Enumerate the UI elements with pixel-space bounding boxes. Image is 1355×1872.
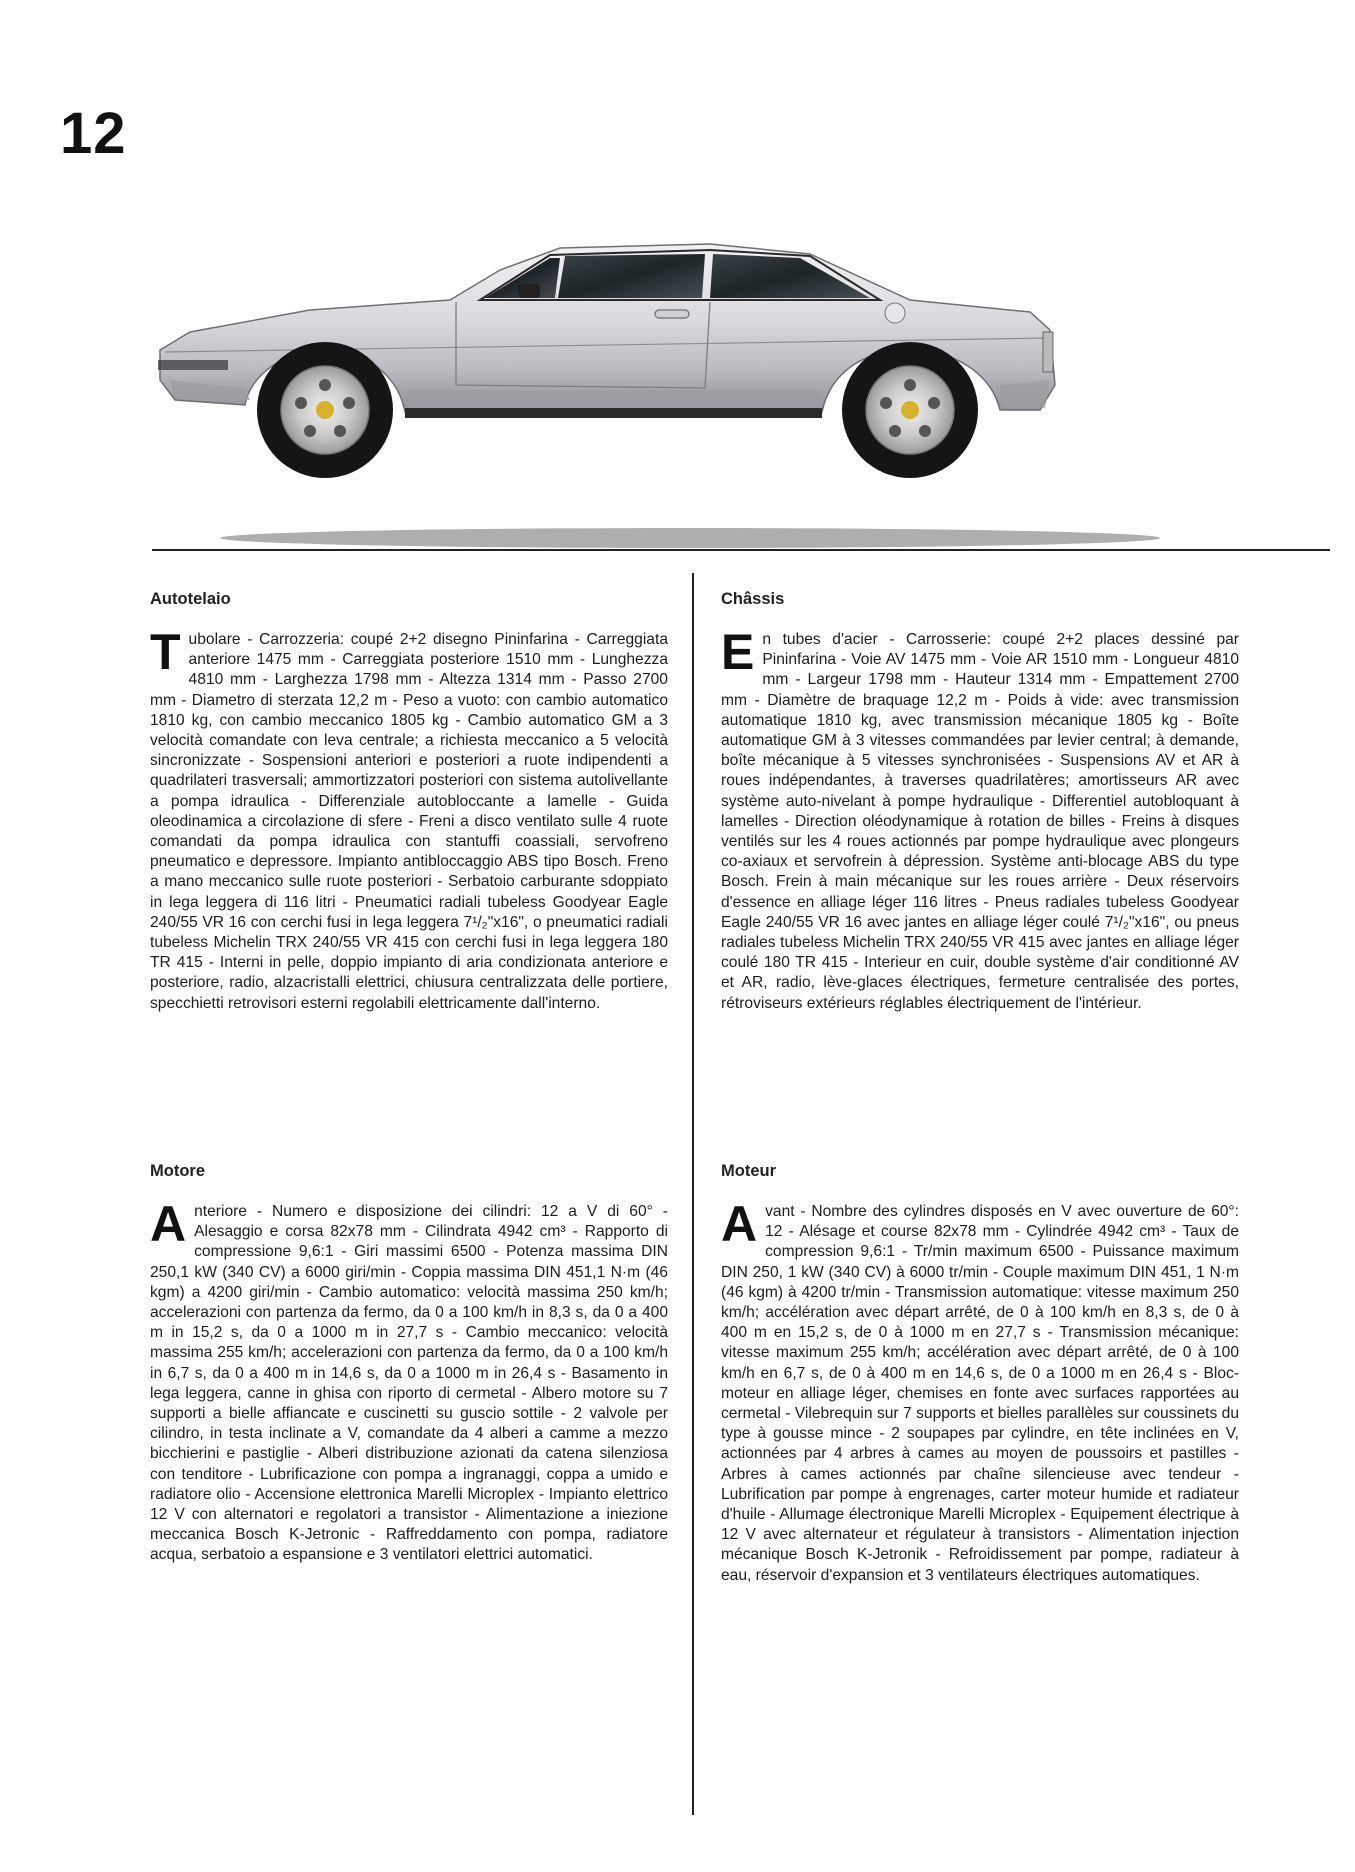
paragraph-text: nteriore - Numero e disposizione dei cilindri: 12 a V di 60° - Alesaggio e corsa 82x78 mm - Cilindrata 4942 cm³ - Rapporto di compressione 9,6:1 - Giri massimi 6500 - Potenza massima DIN 250,1 kW (340 CV) a 6000 giri/min - Coppia massima DIN 451,1 N·m (46 kgm) a 4200 giri/min - Cambio automatico: velocità massima 250 km/h; accelerazioni con partenza da fermo, da 0 a 100 km/h in 8,3 s, da 0 a 400 m in 15,2 s, da 0 a 1000 m in 27,7 s - Cambio meccanico: velocità massima 255 km/h; accelerazioni con partenza da fermo, da 0 a 100 km/h in 6,7 s, da 0 a 400 m in 14,6 s, da 0 a 1000 m in 26,4 s - Basamento in lega leggera, canne in ghisa con riporto di cermetal - Albero motore su 7 supporti a bielle affiancate e cuscinetti su guscio sottile - 2 valvole per cilindro, in testa inclinate a V, comandate da 4 alberi a camme a mezzo bicchierini e pastiglie - Alberi distribuzione azionati da catena silenziosa con tenditore - Lubrificazione con pompa a ingranaggi, coppa a umido e radiatore olio - Accensione elettronica Marelli Microplex - Impianto elettrico 12 V con alternatori e regolatori a transistor - Alimentazione a iniezione meccanica Bosch K-Jetronic - Raffreddamento con pompa, radiatore acqua, serbatoio a espansione e 3 ventilatori elettrici automatici. (150, 1203, 668, 1564)
front-bumper (158, 360, 228, 370)
rear-wheel (842, 342, 978, 478)
section-heading: Moteur (721, 1162, 776, 1180)
chassis-section-french (721, 590, 1239, 1014)
paragraph-text: n tubes d'acier - Carrosserie: coupé 2+2 places dessiné par Pininfarina - Voie AV 1475 mm - Voie AR 1510 mm - Longueur 4810 mm - Largeur 1798 mm - Hauteur 1314 mm - Empattement 2700 mm - Diamètre de braquage 12,2 m - Poids à vide: avec transmission automatique 1810 kg, avec transmission mécanique 1805 kg - Boîte automatique GM à 3 vitesses commandées par levier central; à demande, boîte mécanique à 5 vitesses synchronisées - Suspensions AV et AR à roues indépendantes, à traverses quadrilatères; amortisseurs AR avec système auto-nivelant à pompe hydraulique - Differentiel autobloquant à lamelles - Direction oléodynamique à rotation de billes - Freins à disques ventilés sur les 4 roues actionnés par pompe hydraulique avec plongeurs co-axiaux et servofrein à dépression. Système anti-blocage ABS du type Bosch. Frein à main mécanique sur les roues arrière - Deux réservoirs d'essence en alliage léger 116 litres - Pneus radiales tubeless Goodyear Eagle 240/55 VR 16 avec jantes en alliage léger coulé 7¹/₂"x16", ou pneus radiales tubeless Michelin TRX 240/55 VR 415 avec jantes en alliage léger coulé 180 TR 415 - Interieur en cuir, double système d'air conditionné AV et AR, radio, lève-glaces électriques, fermeture centralisée des portes, rétroviseurs extérieurs réglables électriquement de l'intérieur. (721, 631, 1239, 1012)
section-paragraph (150, 624, 668, 1014)
ground-shadow (220, 528, 1160, 548)
door-handle (655, 310, 689, 318)
rocker-panel (405, 408, 822, 418)
section-heading: Châssis (721, 590, 785, 608)
drop-cap: A (721, 1196, 758, 1252)
section-heading: Motore (150, 1162, 205, 1180)
section-paragraph (721, 1196, 1239, 1586)
paragraph-text: vant - Nombre des cylindres disposés en V avec ouverture de 60°: 12 - Alésage et course 82x78 mm - Cylindrée 4942 cm³ - Taux de compression 9,6:1 - Tr/min maximum 6500 - Puissance maximum DIN 250, 1 kW (340 CV) à 6000 tr/min - Couple maximum DIN 451, 1 N·m (46 kgm) à 4200 tr/min - Transmission automatique: vitesse maximum 250 km/h; accélération avec départ arrêté, de 0 à 100 km/h en 8,3 s, de 0 à 400 m en 15,2 s, de 0 à 1000 m en 27,7 s - Transmission mécanique: vitesse maximum 255 km/h; accélération avec départ arrêté, de 0 à 100 km/h en 6,7 s, de 0 à 400 m en 14,6 s, de 0 a 1000 m en 26,4 s - Bloc-moteur en alliage léger, chemises en fonte avec surfaces rapportées au cermetal - Vilebrequin sur 7 supports et bielles parallèles sur coussinets du type à gousse mince - 2 soupapes par cylindre, en tête inclinées en V, actionnées par 4 arbres à cames au moyen de poussoirs et pastilles - Arbres à cames actionnés par chaîne silencieuse avec tendeur - Lubrification par pompe à engrenages, carter moteur humide et radiateur d'huile - Allumage électronique Marelli Microplex - Equipement électrique à 12 V avec alternateur et régulateur à transistors - Alimentation injection mécanique Bosch K-Jetronik - Refroidissement par pompe, radiateur à eau, réservoir d'expansion et 3 ventilateurs électriques automatiques. (721, 1203, 1239, 1584)
column-divider (692, 573, 694, 1815)
rear-light (1043, 332, 1053, 372)
drop-cap: A (150, 1196, 187, 1252)
section-paragraph (150, 1196, 668, 1566)
section-paragraph (721, 624, 1239, 1014)
section-heading: Autotelaio (150, 590, 231, 608)
car-side-view-illustration (150, 240, 1240, 560)
paragraph-text: ubolare - Carrozzeria: coupé 2+2 disegno Pininfarina - Carreggiata anteriore 1475 mm - Carreggiata posteriore 1510 mm - Lunghezza 4810 mm - Larghezza 1798 mm - Altezza 1314 mm - Passo 2700 mm - Diametro di sterzata 12,2 m - Peso a vuoto: con cambio automatico 1810 kg, con cambio meccanico 1805 kg - Cambio automatico GM a 3 velocità comandate con leva centrale; a richiesta meccanico a 5 velocità sincronizzate - Sospensioni anteriori e posteriori a ruote indipendenti a quadrilateri trasversali; ammortizzatori posteriori con sistema autolivellante a pompa idraulica - Differenziale autobloccante a lamelle - Guida oleodinamica a circolazione di sfere - Freni a disco ventilato sulle 4 ruote comandati da pompa idraulica con stantuffi coassiali, servofreno pneumatico e depressore. Impianto antibloccaggio ABS tipo Bosch. Freno a mano meccanico sulle ruote posteriori - Serbatoio carburante sdoppiato in lega leggera di 116 litri - Pneumatici radiali tubeless Goodyear Eagle 240/55 VR 16 con cerchi fusi in lega leggera 7¹/₂"x16", o pneumatici radiali tubeless Michelin TRX 240/55 VR 415 con cerchi fusi in lega leggera 180 TR 415 - Interni in pelle, doppio impianto di aria condizionata anteriore e posteriore, radio, alzacristalli elettrici, chiusura centralizzata delle portiere, specchietti retrovisori esterni regolabili elettricamente dall'interno. (150, 631, 668, 1012)
front-wheel (257, 342, 393, 478)
horizontal-rule (152, 549, 1330, 551)
side-mirror (518, 284, 540, 298)
drop-cap: E (721, 624, 755, 680)
chassis-section-italian (150, 590, 668, 1014)
page-number: 12 (60, 101, 127, 166)
side-window (558, 254, 705, 298)
drop-cap: T (150, 624, 181, 680)
fuel-cap (885, 303, 905, 323)
engine-section-french (721, 1162, 1239, 1586)
engine-section-italian (150, 1162, 668, 1566)
